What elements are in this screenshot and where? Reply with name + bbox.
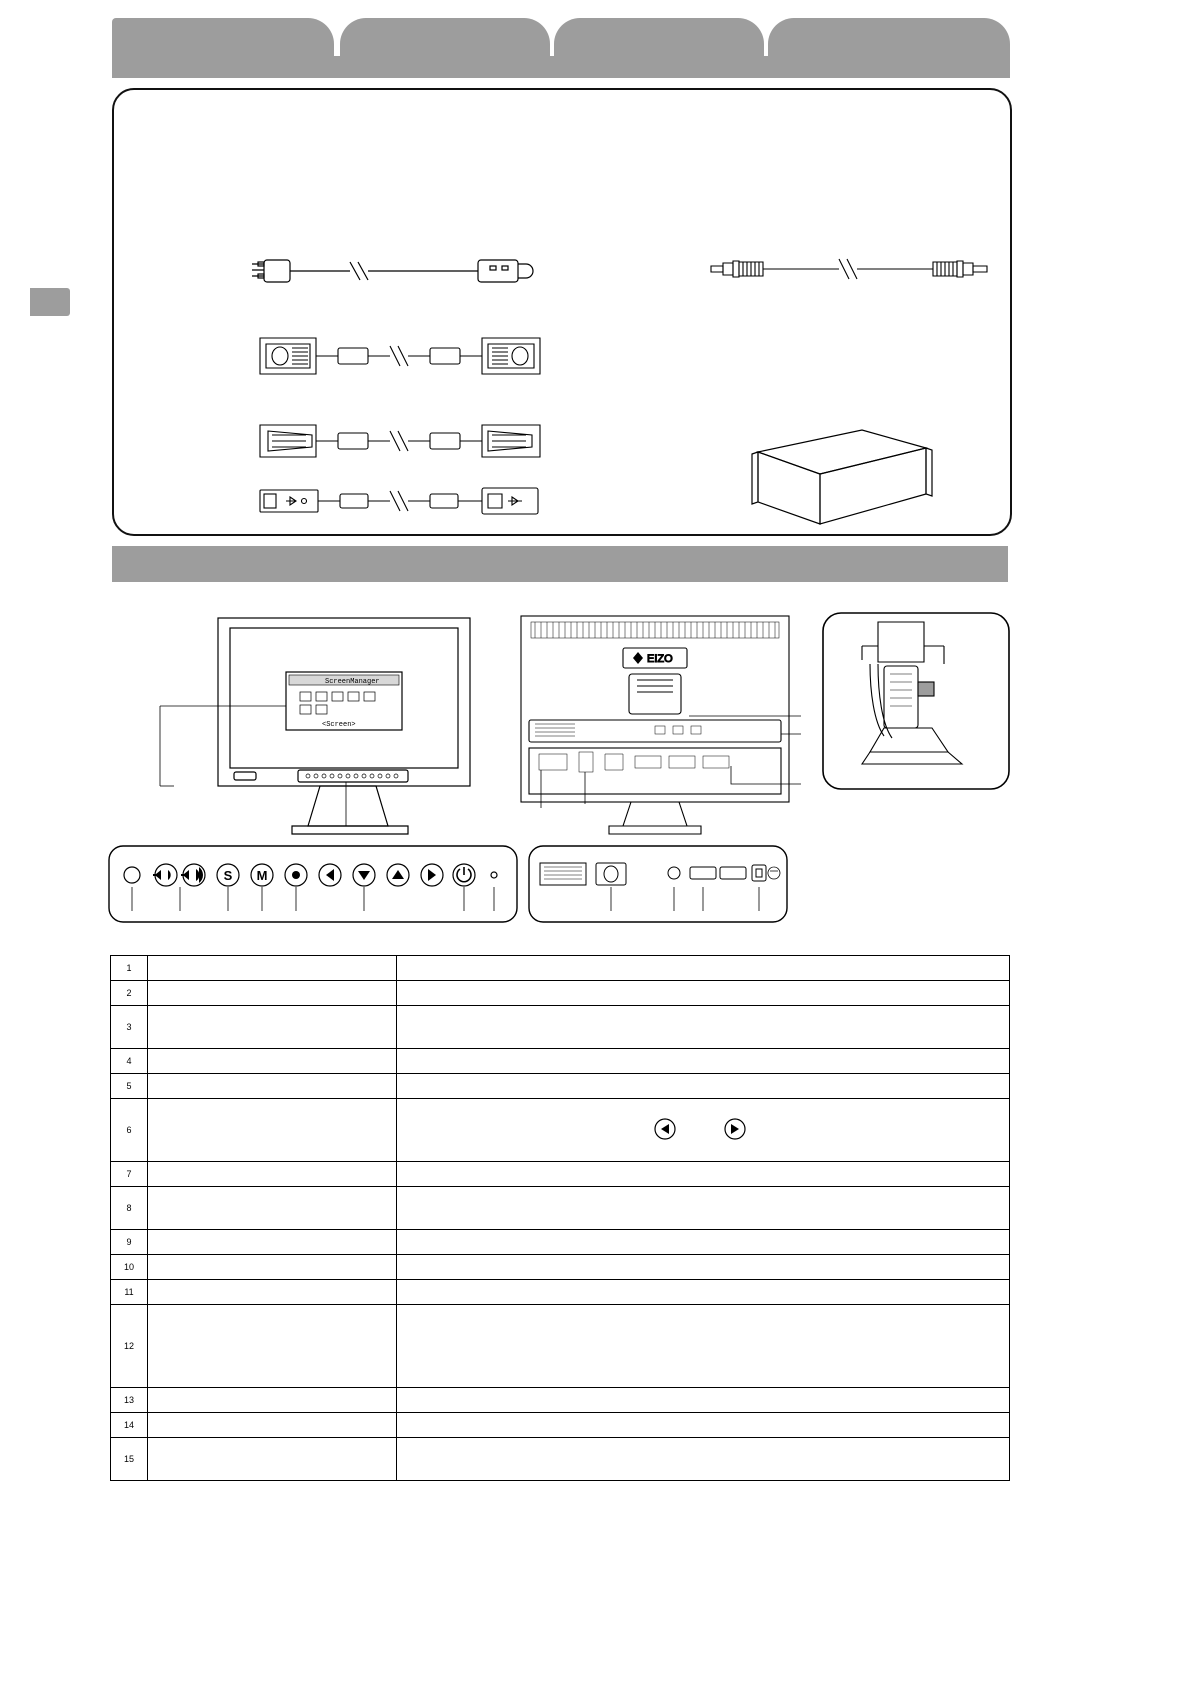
row-desc bbox=[397, 1413, 1010, 1438]
row-name bbox=[148, 1388, 397, 1413]
row-number: 4 bbox=[111, 1049, 148, 1074]
row-number: 10 bbox=[111, 1255, 148, 1280]
row-number: 5 bbox=[111, 1074, 148, 1099]
row-number: 11 bbox=[111, 1280, 148, 1305]
power-cord-illustration bbox=[250, 250, 550, 292]
row-number: 12 bbox=[111, 1305, 148, 1388]
table-row-with-icons bbox=[111, 1099, 1010, 1162]
rear-connector-detail bbox=[528, 845, 788, 941]
row-name bbox=[148, 956, 397, 981]
row-number: 7 bbox=[111, 1162, 148, 1187]
brand-logo-text: EIZO bbox=[647, 653, 673, 665]
osd-title-text: ScreenManager bbox=[325, 678, 380, 686]
row-desc bbox=[397, 1230, 1010, 1255]
table-row bbox=[111, 1006, 1010, 1049]
controls-description-table bbox=[110, 955, 1010, 1481]
monitor-front-view-illustration bbox=[150, 610, 490, 840]
left-right-button-icons bbox=[643, 1116, 763, 1142]
table-row bbox=[111, 1413, 1010, 1438]
table-row bbox=[111, 1162, 1010, 1187]
row-desc bbox=[397, 1006, 1010, 1049]
row-name bbox=[148, 1074, 397, 1099]
usb-cable-illustration bbox=[252, 482, 548, 522]
osd-menu-label-text: <Screen> bbox=[322, 721, 356, 729]
row-name bbox=[148, 1230, 397, 1255]
row-desc bbox=[397, 1074, 1010, 1099]
row-name bbox=[148, 1049, 397, 1074]
row-desc bbox=[397, 1438, 1010, 1481]
row-desc bbox=[397, 1388, 1010, 1413]
row-desc bbox=[397, 1187, 1010, 1230]
svg-text:S: S bbox=[223, 868, 233, 883]
row-name bbox=[148, 1305, 397, 1388]
monitor-rear-view-illustration bbox=[505, 608, 805, 840]
dvi-d-signal-cable-illustration bbox=[252, 330, 548, 382]
stereo-mini-jack-cable-illustration bbox=[705, 248, 993, 290]
row-name bbox=[148, 1162, 397, 1187]
row-desc bbox=[397, 1255, 1010, 1280]
row-number: 1 bbox=[111, 956, 148, 981]
d-sub-signal-cable-illustration bbox=[252, 415, 548, 467]
row-desc bbox=[397, 1162, 1010, 1187]
row-number: 6 bbox=[111, 1099, 148, 1162]
row-number: 15 bbox=[111, 1438, 148, 1481]
row-desc bbox=[397, 1099, 1010, 1162]
front-control-panel-detail bbox=[108, 845, 518, 941]
row-number: 2 bbox=[111, 981, 148, 1006]
row-desc bbox=[397, 1049, 1010, 1074]
row-desc bbox=[397, 956, 1010, 981]
table-row bbox=[111, 981, 1010, 1006]
row-desc bbox=[397, 1305, 1010, 1388]
header-band bbox=[112, 56, 1010, 78]
cable-holder-detail-illustration bbox=[822, 612, 1010, 790]
row-name bbox=[148, 1255, 397, 1280]
row-name bbox=[148, 1187, 397, 1230]
table-row bbox=[111, 1438, 1010, 1481]
table-row bbox=[111, 1388, 1010, 1413]
page-side-tab bbox=[30, 288, 70, 316]
controls-section-band bbox=[112, 546, 1008, 582]
row-name bbox=[148, 1413, 397, 1438]
table-row bbox=[111, 1305, 1010, 1388]
row-name bbox=[148, 1280, 397, 1305]
table-row bbox=[111, 1255, 1010, 1280]
row-desc bbox=[397, 1280, 1010, 1305]
row-number: 9 bbox=[111, 1230, 148, 1255]
cable-cover-illustration bbox=[740, 420, 940, 530]
row-desc bbox=[397, 981, 1010, 1006]
table-row bbox=[111, 1074, 1010, 1099]
table-row bbox=[111, 1230, 1010, 1255]
row-name bbox=[148, 1006, 397, 1049]
row-number: 3 bbox=[111, 1006, 148, 1049]
row-name bbox=[148, 1438, 397, 1481]
row-name bbox=[148, 1099, 397, 1162]
table-row bbox=[111, 956, 1010, 981]
row-name bbox=[148, 981, 397, 1006]
row-number: 14 bbox=[111, 1413, 148, 1438]
table-row bbox=[111, 1280, 1010, 1305]
row-number: 8 bbox=[111, 1187, 148, 1230]
table-row bbox=[111, 1049, 1010, 1074]
row-number: 13 bbox=[111, 1388, 148, 1413]
svg-text:M: M bbox=[256, 868, 268, 883]
table-row bbox=[111, 1187, 1010, 1230]
